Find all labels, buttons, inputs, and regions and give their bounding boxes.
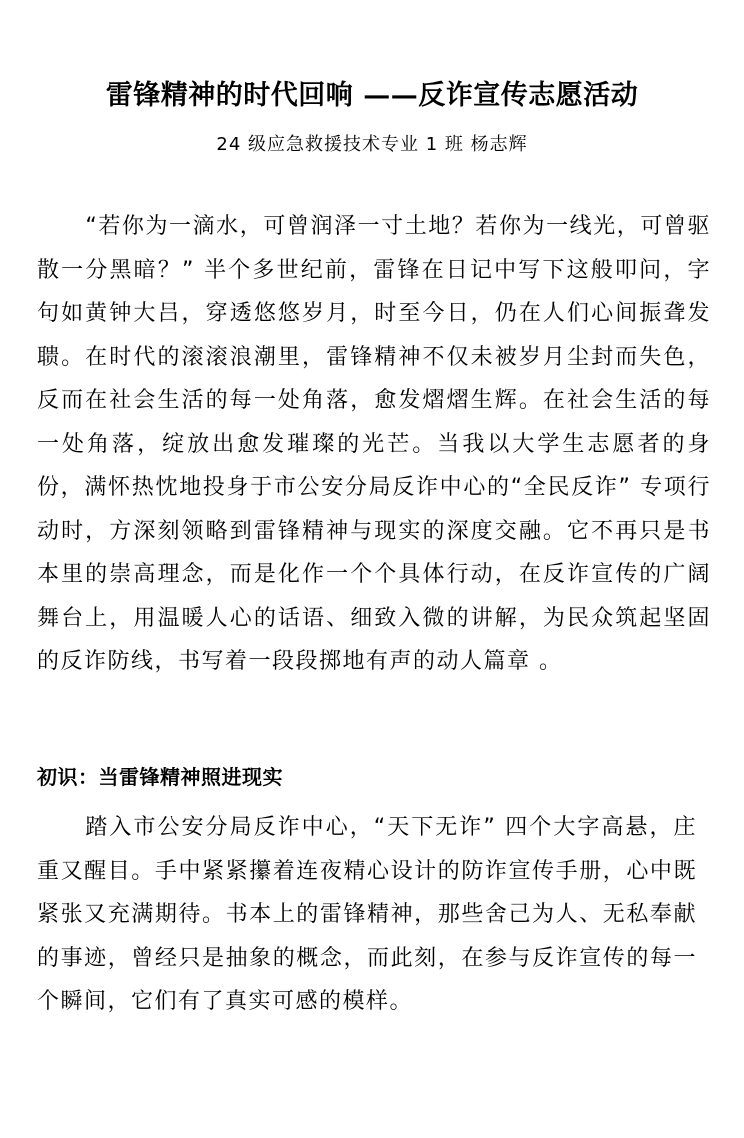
- document-title: 雷锋精神的时代回响 ——反诈宣传志愿活动: [105, 80, 639, 111]
- intro-paragraph: “若你为一滴水，可曾润泽一寸土地？若你为一线光，可曾驱散一分黑暗？” 半个多世纪前，雷锋在日记中写下这般叩问，字句如黄钟大吕，穿透悠悠岁月，时至今日，仍在人们心间振聋发聩。在时代的滚滚浪潮里，雷锋精神不仅未被岁月尘封而失色，反而在社会生活的每一处角落，愈发熠熠生辉。在社会生活的每一处角落，绽放出愈发璀璨的光芒。当我以大学生志愿者的身份，满怀热忱地投身于市公安分局反诈中心的“全民反诈” 专项行动时，方深刻领略到雷锋精神与现实的深度交融。它不再只是书本里的崇高理念，而是化作一个个具体行动，在反诈宣传的广阔舞台上，用温暖人心的话语、细致入微的讲解，为民众筑起坚固的反诈防线，书写着一段段掷地有声的动人篇章 。: [37, 214, 711, 674]
- section-heading: 初识：当雷锋精神照进现实: [37, 765, 283, 789]
- document-author-line: 24 级应急救援技术专业 1 班 杨志辉: [216, 134, 528, 155]
- section-paragraph: 踏入市公安分局反诈中心，“天下无诈” 四个大字高悬，庄重又醒目。手中紧紧攥着连夜精心设计的防诈宣传手册，心中既紧张又充满期待。书本上的雷锋精神，那些舍己为人、无私奉献的事迹，曾经只是抽象的概念，而此刻，在参与反诈宣传的每一个瞬间，它们有了真实可感的模样。: [37, 815, 697, 1014]
